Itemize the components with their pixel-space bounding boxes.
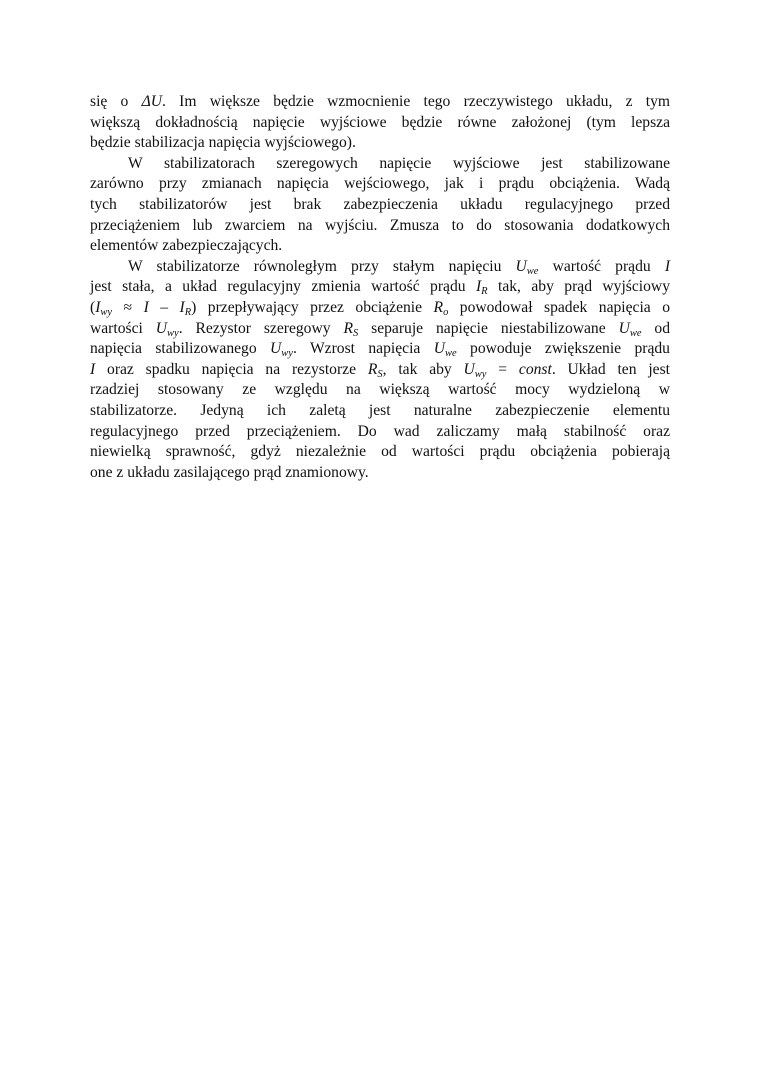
- text: się o: [90, 93, 142, 110]
- text: W stabilizatorze równoległym przy stałym napięciu: [128, 257, 516, 275]
- symbol-u-wy: $U_{wy}$: [270, 340, 293, 360]
- delta-u-symbol: ΔU: [141, 93, 163, 110]
- text: jest stała, a układ regulacyjny zmienia wartość prądu: [90, 278, 476, 296]
- text: , tak aby: [382, 360, 464, 378]
- text: powodował spadek napięcia o: [448, 298, 670, 316]
- symbol-r-o: $R_o$: [433, 298, 449, 318]
- symbol-u-we: $U_{we}$: [515, 257, 539, 277]
- p3-line-3: [90, 298, 670, 319]
- p2-line-3: tych stabilizatorów jest brak zabezpieczenia układu regulacyjnego przed: [90, 195, 670, 213]
- p3-line-8: stabilizatorze. Jedyną ich zaletą jest naturalne zabezpieczenie elementu: [90, 401, 670, 419]
- symbol-u-we: $U_{we}$: [618, 319, 642, 339]
- p3-line-5: [90, 339, 670, 360]
- p2-line-2: zarówno przy zmianach napięcia wejściowego, jak i prądu obciążenia. Wadą: [90, 175, 670, 193]
- p3-line-10: niewielką sprawność, gdyż niezależnie od wartości prądu obciążenia pobierają: [90, 443, 670, 461]
- document-page: [90, 92, 670, 483]
- text: . Układ ten jest: [551, 360, 670, 378]
- symbol-i: I: [143, 298, 149, 316]
- p3-line-9: regulacyjnego przed przeciążeniem. Do wad zaliczamy małą stabilność oraz: [90, 422, 670, 440]
- text: ≈: [112, 298, 144, 316]
- p1-line-1: [90, 92, 670, 113]
- text: tak, aby prąd wyjściowy: [487, 278, 670, 296]
- text: od: [641, 319, 671, 337]
- p2-line-1: W stabilizatorach szeregowych napięcie wyjściowe jest stabilizowane: [128, 154, 670, 172]
- p3-line-6: [90, 360, 670, 381]
- symbol-i-wy: $I_{wy}$: [95, 298, 113, 318]
- text: . Rezystor szeregowy: [178, 319, 344, 337]
- text: –: [148, 298, 180, 316]
- p2-line-5: elementów zabezpieczających.: [90, 237, 283, 255]
- symbol-i-r: $I_R$: [475, 278, 488, 298]
- text: wartość prądu: [552, 257, 665, 275]
- p1-line-3: będzie stabilizacja napięcia wyjściowego).: [90, 134, 356, 152]
- const-term: const: [518, 360, 552, 378]
- p3-line-7: rzadziej stosowany ze względu na większą wartość mocy wydzieloną w: [90, 381, 670, 399]
- text: (: [90, 298, 96, 316]
- p3-line-2: [90, 277, 670, 298]
- symbol-u-wy: $U_{wy}$: [155, 319, 179, 339]
- p2-line-4: przeciążeniem lub zwarciem na wyjściu. Zmusza to do stosowania dodatkowych: [90, 216, 670, 234]
- symbol-r-s: $R_S$: [343, 319, 359, 339]
- symbol-i: I: [90, 360, 96, 378]
- text: wartości: [90, 319, 156, 337]
- p1-line-2: większą dokładnością napięcie wyjściowe będzie równe założonej (tym lepsza: [90, 113, 670, 131]
- p3-line-1: [90, 257, 670, 278]
- text: . Im większe będzie wzmocnienie tego rzeczywistego układu, z tym: [162, 93, 671, 110]
- symbol-r-s: $R_S$: [367, 360, 383, 380]
- text: napięcia stabilizowanego: [90, 340, 271, 358]
- symbol-u-wy: $U_{wy}$: [463, 360, 487, 380]
- text: . Wzrost napięcia: [292, 340, 434, 358]
- symbol-i-r: $I_R$: [179, 298, 192, 318]
- text: oraz spadku napięcia na rezystorze: [95, 360, 368, 378]
- text: powoduje zwiększenie prądu: [456, 340, 670, 358]
- symbol-i: I: [664, 257, 671, 275]
- text: ) przepływający przez obciążenie: [191, 298, 434, 316]
- p3-line-4: [90, 319, 670, 340]
- text: separuje napięcie niestabilizowane: [358, 319, 619, 337]
- symbol-u-we: $U_{we}$: [433, 340, 457, 360]
- p3-line-11: one z układu zasilającego prąd znamionowy.: [90, 463, 369, 481]
- text: =: [486, 360, 519, 378]
